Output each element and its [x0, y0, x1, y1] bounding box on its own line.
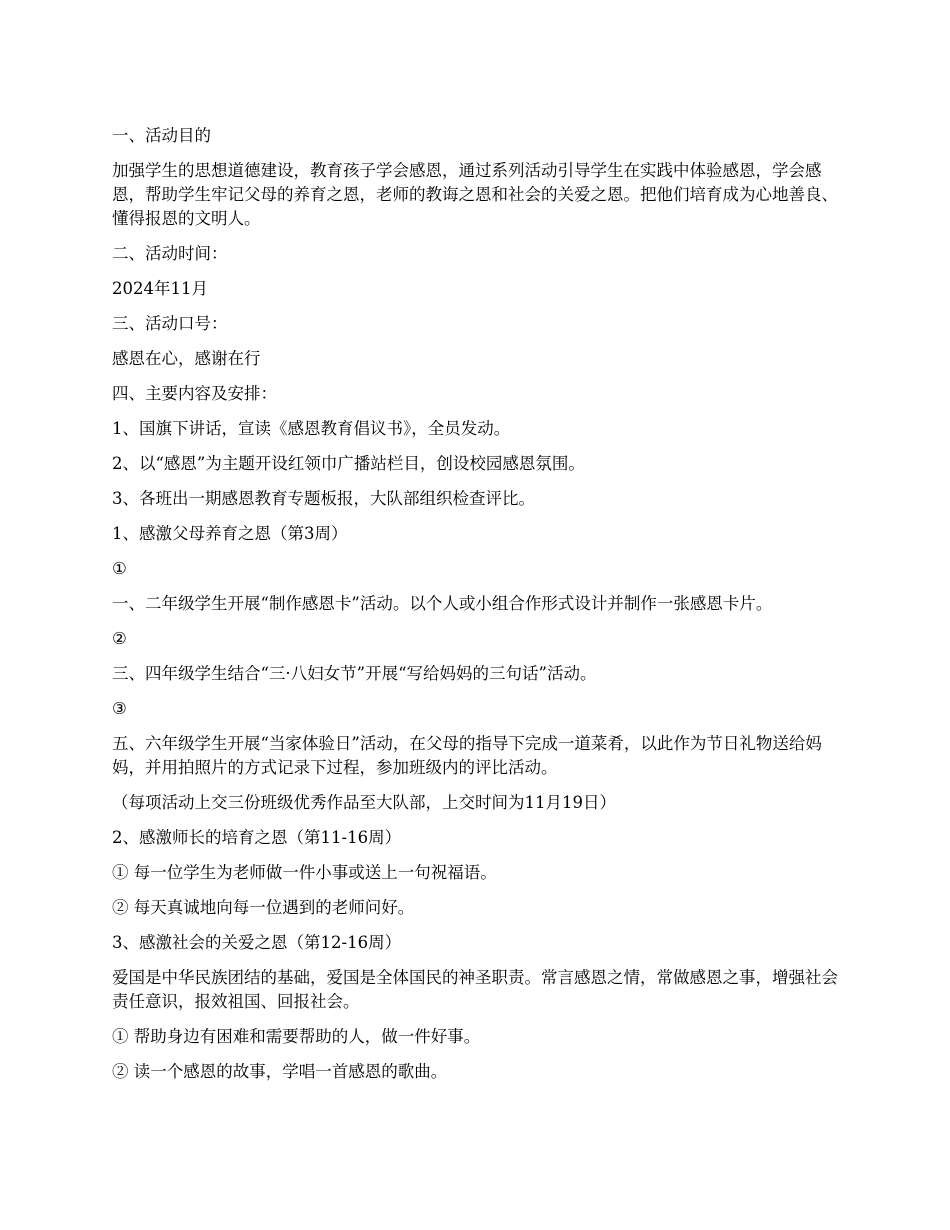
list-item: 一、二年级学生开展“制作感恩卡”活动。以个人或小组合作形式设计并制作一张感恩卡片。: [112, 594, 773, 613]
heading-activity-time: 二、活动时间：: [112, 244, 228, 263]
list-item: 2、以“感恩”为主题开设红领巾广播站栏目，创设校园感恩氛围。: [112, 454, 585, 473]
list-item: 五、六年级学生开展“当家体验日”活动，在父母的指导下完成一道菜肴，以此作为节日礼物送给妈妈，并用拍照片的方式记录下过程，参加班级内的评比活动。: [112, 734, 822, 777]
list-item: ② 读一个感恩的故事，学唱一首感恩的歌曲。: [112, 1062, 448, 1081]
list-item: ② 每天真诚地向每一位遇到的老师问好。: [112, 898, 415, 917]
paragraph-slogan-value: 感恩在心，感谢在行: [112, 349, 261, 368]
list-item: 1、国旗下讲话，宣读《感恩教育倡议书》，全员发动。: [112, 419, 511, 438]
note-submission: （每项活动上交三份班级优秀作品至大队部，上交时间为11月19日）: [112, 793, 616, 812]
paragraph-time-value: 2024年11月: [112, 279, 208, 298]
section-society-gratitude: 3、感激社会的关爱之恩（第12-16周）: [112, 933, 402, 952]
circled-number: ③: [112, 699, 127, 718]
section-teachers-gratitude: 2、感激师长的培育之恩（第11-16周）: [112, 828, 402, 847]
list-item: ① 每一位学生为老师做一件小事或送上一句祝福语。: [112, 863, 497, 882]
heading-activity-slogan: 三、活动口号：: [112, 314, 228, 333]
heading-main-content: 四、主要内容及安排：: [112, 384, 277, 403]
list-item: ① 帮助身边有困难和需要帮助的人，做一件好事。: [112, 1027, 481, 1046]
list-item: 3、各班出一期感恩教育专题板报，大队部组织检查评比。: [112, 489, 535, 508]
paragraph-purpose-body: 加强学生的思想道德建设，教育孩子学会感恩，通过系列活动引导学生在实践中体验感恩，学会感恩，帮助学生牢记父母的养育之恩，老师的教诲之恩和社会的关爱之恩。把他们培育成为心地善良、懂得报恩的文明人。: [112, 161, 838, 228]
circled-number: ①: [112, 559, 127, 578]
circled-number: ②: [112, 629, 127, 648]
paragraph-society-body: 爱国是中华民族团结的基础，爱国是全体国民的神圣职责。常言感恩之情，常做感恩之事，增强社会责任意识，报效祖国、回报社会。: [112, 968, 838, 1011]
list-item: 三、四年级学生结合“三·八妇女节”开展“写给妈妈的三句话”活动。: [112, 664, 597, 683]
heading-activity-purpose: 一、活动目的: [112, 126, 211, 145]
document-page: [112, 124, 842, 1095]
section-parents-gratitude: 1、感激父母养育之恩（第3周）: [112, 524, 348, 543]
